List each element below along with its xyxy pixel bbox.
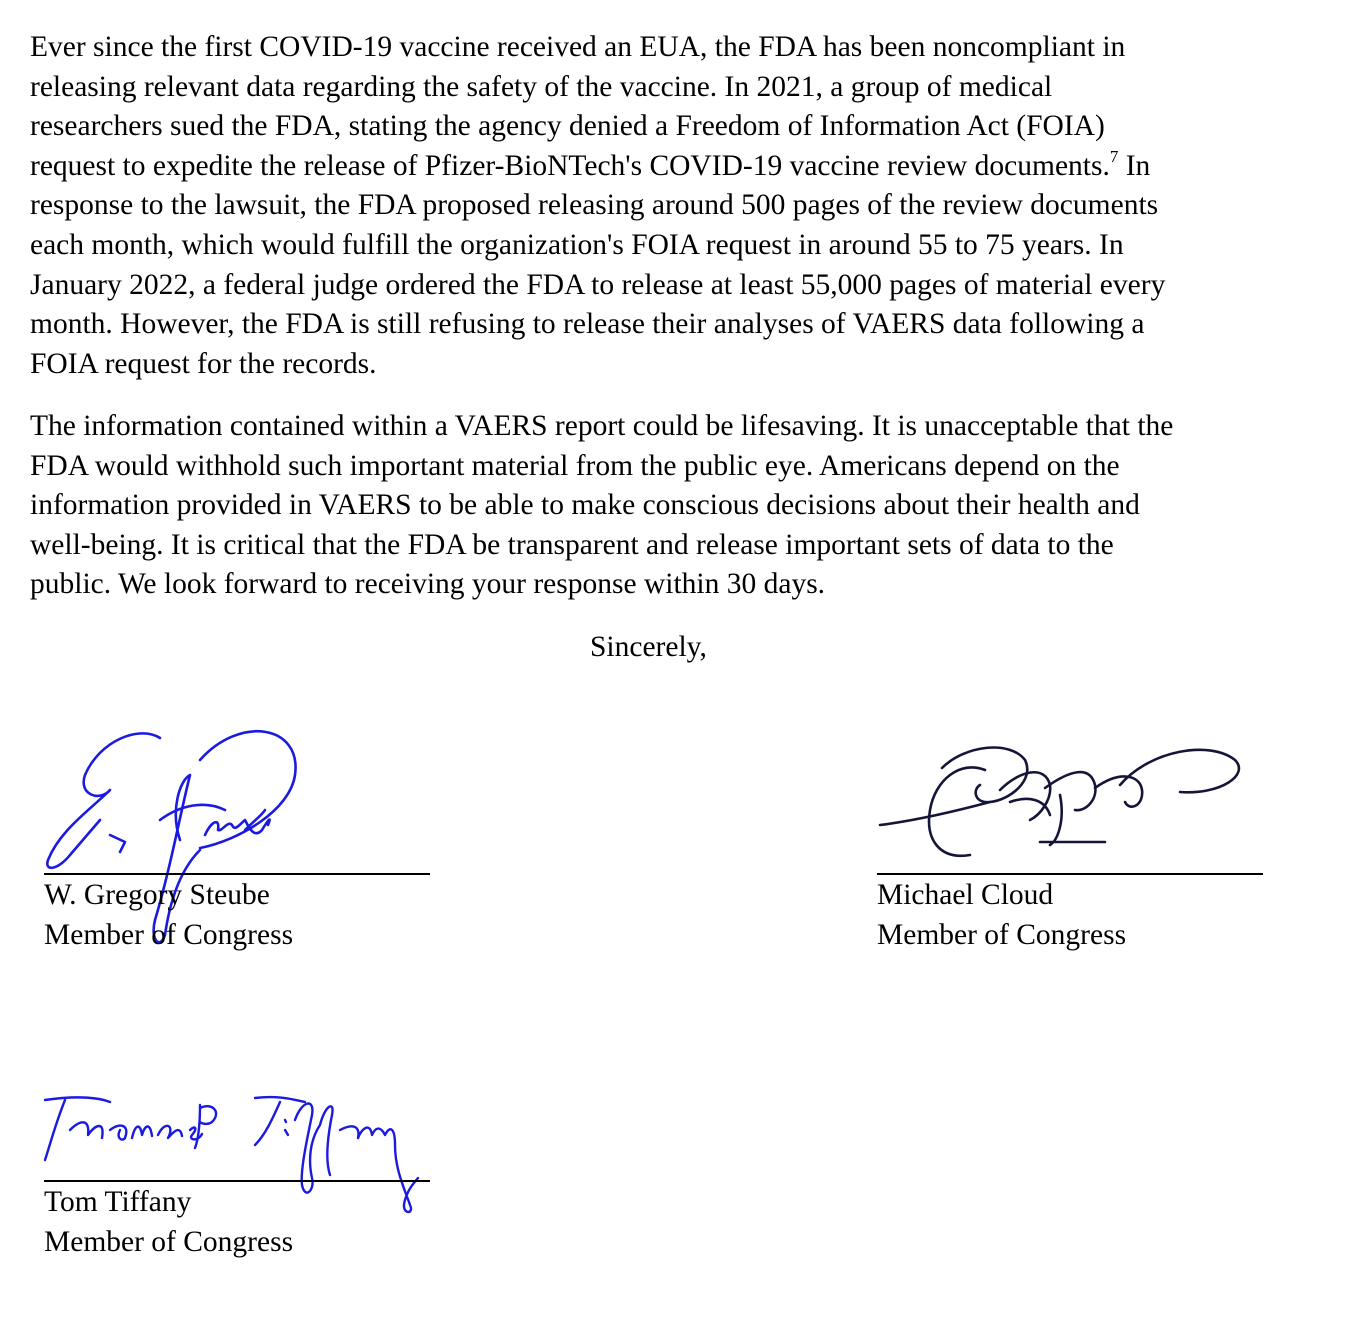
paragraph-line: releasing relevant data regarding the safety of the vaccine. In 2021, a group of medical [30, 70, 1053, 103]
paragraph-line: well-being. It is critical that the FDA be transparent and release important sets of data to the [30, 528, 1114, 561]
paragraph-line: FOIA request for the records. [30, 347, 377, 380]
signatory-title: Member of Congress [44, 919, 294, 951]
signatory-title: Member of Congress [44, 1226, 294, 1258]
paragraph-line: FDA would withhold such important material from the public eye. Americans depend on the [30, 449, 1120, 482]
signatory-name: W. Gregory Steube [44, 879, 270, 911]
body-paragraph-2 [30, 407, 1330, 605]
paragraph-line: January 2022, a federal judge ordered the FDA to release at least 55,000 pages of material every [30, 268, 1166, 301]
signatory-name: Michael Cloud [877, 879, 1054, 911]
paragraph-line: information provided in VAERS to be able to make conscious decisions about their health and [30, 489, 1140, 522]
paragraph-line [30, 147, 1330, 187]
paragraph-line-tail: In [1118, 149, 1151, 182]
signature-cloud-image [880, 730, 1250, 870]
footnote-marker[interactable]: 7 [1109, 146, 1119, 166]
paragraph-line: each month, which would fulfill the organization's FOIA request in around 55 to 75 years. In [30, 228, 1124, 261]
paragraph-line: researchers sued the FDA, stating the agency denied a Freedom of Information Act (FOIA) [30, 110, 1105, 143]
closing-salutation: Sincerely, [590, 631, 707, 663]
signatory-title: Member of Congress [877, 919, 1127, 951]
paragraph-line: public. We look forward to receiving your response within 30 days. [30, 568, 826, 601]
paragraph-line: response to the lawsuit, the FDA proposed releasing around 500 pages of the review documents [30, 189, 1159, 222]
paragraph-line: The information contained within a VAERS report could be lifesaving. It is unacceptable that the [30, 410, 1174, 442]
paragraph-line: Ever since the first COVID-19 vaccine received an EUA, the FDA has been noncompliant in [30, 31, 1126, 63]
paragraph-line: month. However, the FDA is still refusing to release their analyses of VAERS data following a [30, 308, 1145, 341]
body-paragraph-1 [30, 28, 1330, 384]
paragraph-line-text: request to expedite the release of Pfizer-BioNTech's COVID-19 vaccine review documents. [30, 149, 1110, 182]
signatory-name: Tom Tiffany [44, 1186, 192, 1218]
